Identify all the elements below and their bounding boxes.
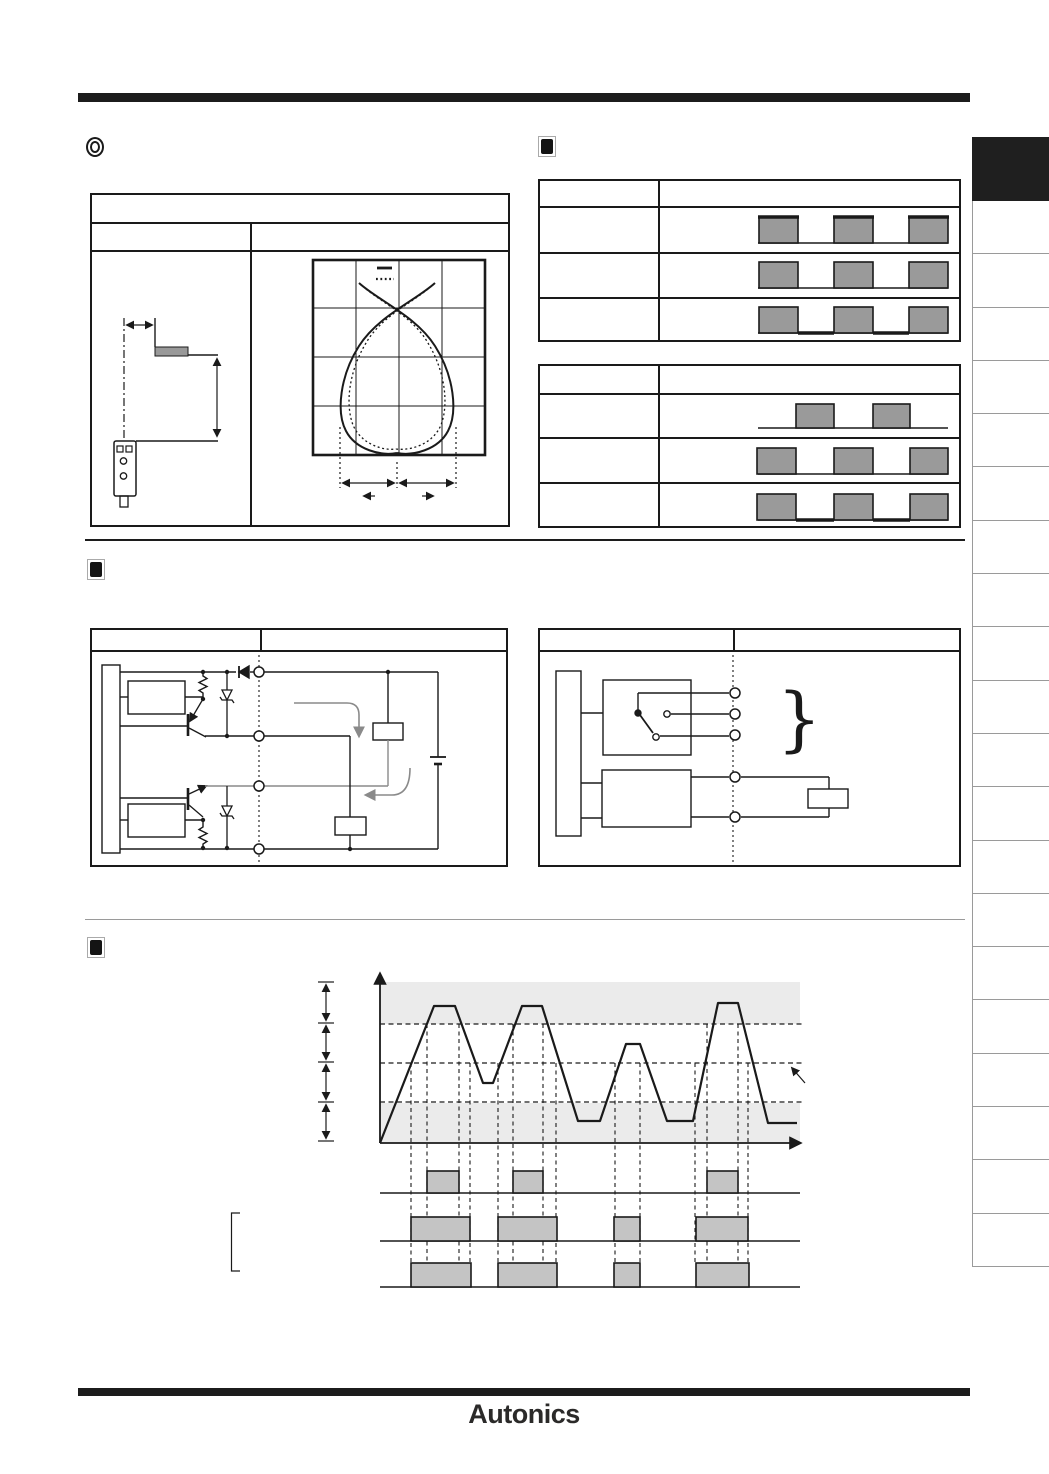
output-pulse xyxy=(614,1217,640,1241)
section-divider xyxy=(85,539,965,541)
black-square-icon xyxy=(538,136,556,157)
sidebar-index-tab xyxy=(973,734,1049,787)
control-circuit-table-relay xyxy=(538,628,961,867)
output-pulse xyxy=(498,1217,557,1241)
sidebar-index-tab xyxy=(973,467,1049,520)
timing-chart-dimensions xyxy=(232,982,335,1271)
operation-mode-table-1 xyxy=(538,179,961,342)
threshold-annotation-arrow xyxy=(792,1068,805,1083)
control-circuit-table-solid-state xyxy=(90,628,508,867)
output-pulse xyxy=(707,1171,738,1193)
sidebar-index-tab xyxy=(973,787,1049,840)
sidebar-index-tab xyxy=(973,627,1049,680)
sidebar-index-tab xyxy=(973,681,1049,734)
section-divider-thin xyxy=(85,919,965,920)
output-pulse xyxy=(411,1263,471,1287)
output-pulse xyxy=(427,1171,459,1193)
output-pulse xyxy=(498,1263,557,1287)
sidebar-index-tab xyxy=(973,308,1049,361)
double-circle-icon xyxy=(86,137,104,157)
feature-data-table xyxy=(90,193,510,527)
sidebar-index-tab xyxy=(973,841,1049,894)
sidebar-index-tab xyxy=(973,574,1049,627)
output-pulse xyxy=(696,1263,749,1287)
sidebar-index-tab xyxy=(973,947,1049,1000)
sidebar-index-tab xyxy=(973,1054,1049,1107)
output-group-bracket xyxy=(232,1213,241,1271)
timing-chart-axes xyxy=(380,974,805,1143)
sidebar-index-tab xyxy=(973,1107,1049,1160)
autonics-logo: Autonics xyxy=(468,1399,580,1429)
output-pulse xyxy=(614,1263,640,1287)
sidebar-index-tab xyxy=(973,1160,1049,1213)
grouping-brace: } xyxy=(777,678,822,760)
sidebar-index-tab xyxy=(973,894,1049,947)
page-index-tab-strip xyxy=(972,137,1049,1267)
output-pulse xyxy=(411,1217,470,1241)
top-rule-bar xyxy=(78,93,970,102)
sidebar-tab-selected xyxy=(972,137,1049,201)
bottom-rule-bar xyxy=(78,1388,970,1396)
analog-signal-waveform xyxy=(380,1003,797,1143)
operation-mode-table-2 xyxy=(538,364,961,528)
sidebar-index-tab xyxy=(973,521,1049,574)
output-pulse xyxy=(513,1171,543,1193)
black-square-icon xyxy=(87,559,105,580)
sidebar-index-tab xyxy=(973,1000,1049,1053)
sidebar-index-tab xyxy=(973,1214,1049,1267)
sidebar-index-tab xyxy=(973,414,1049,467)
sidebar-index-tab xyxy=(973,361,1049,414)
sidebar-index-tab xyxy=(973,201,1049,254)
sidebar-index-tab xyxy=(973,254,1049,307)
black-square-icon xyxy=(87,937,105,958)
output-pulse xyxy=(696,1217,748,1241)
